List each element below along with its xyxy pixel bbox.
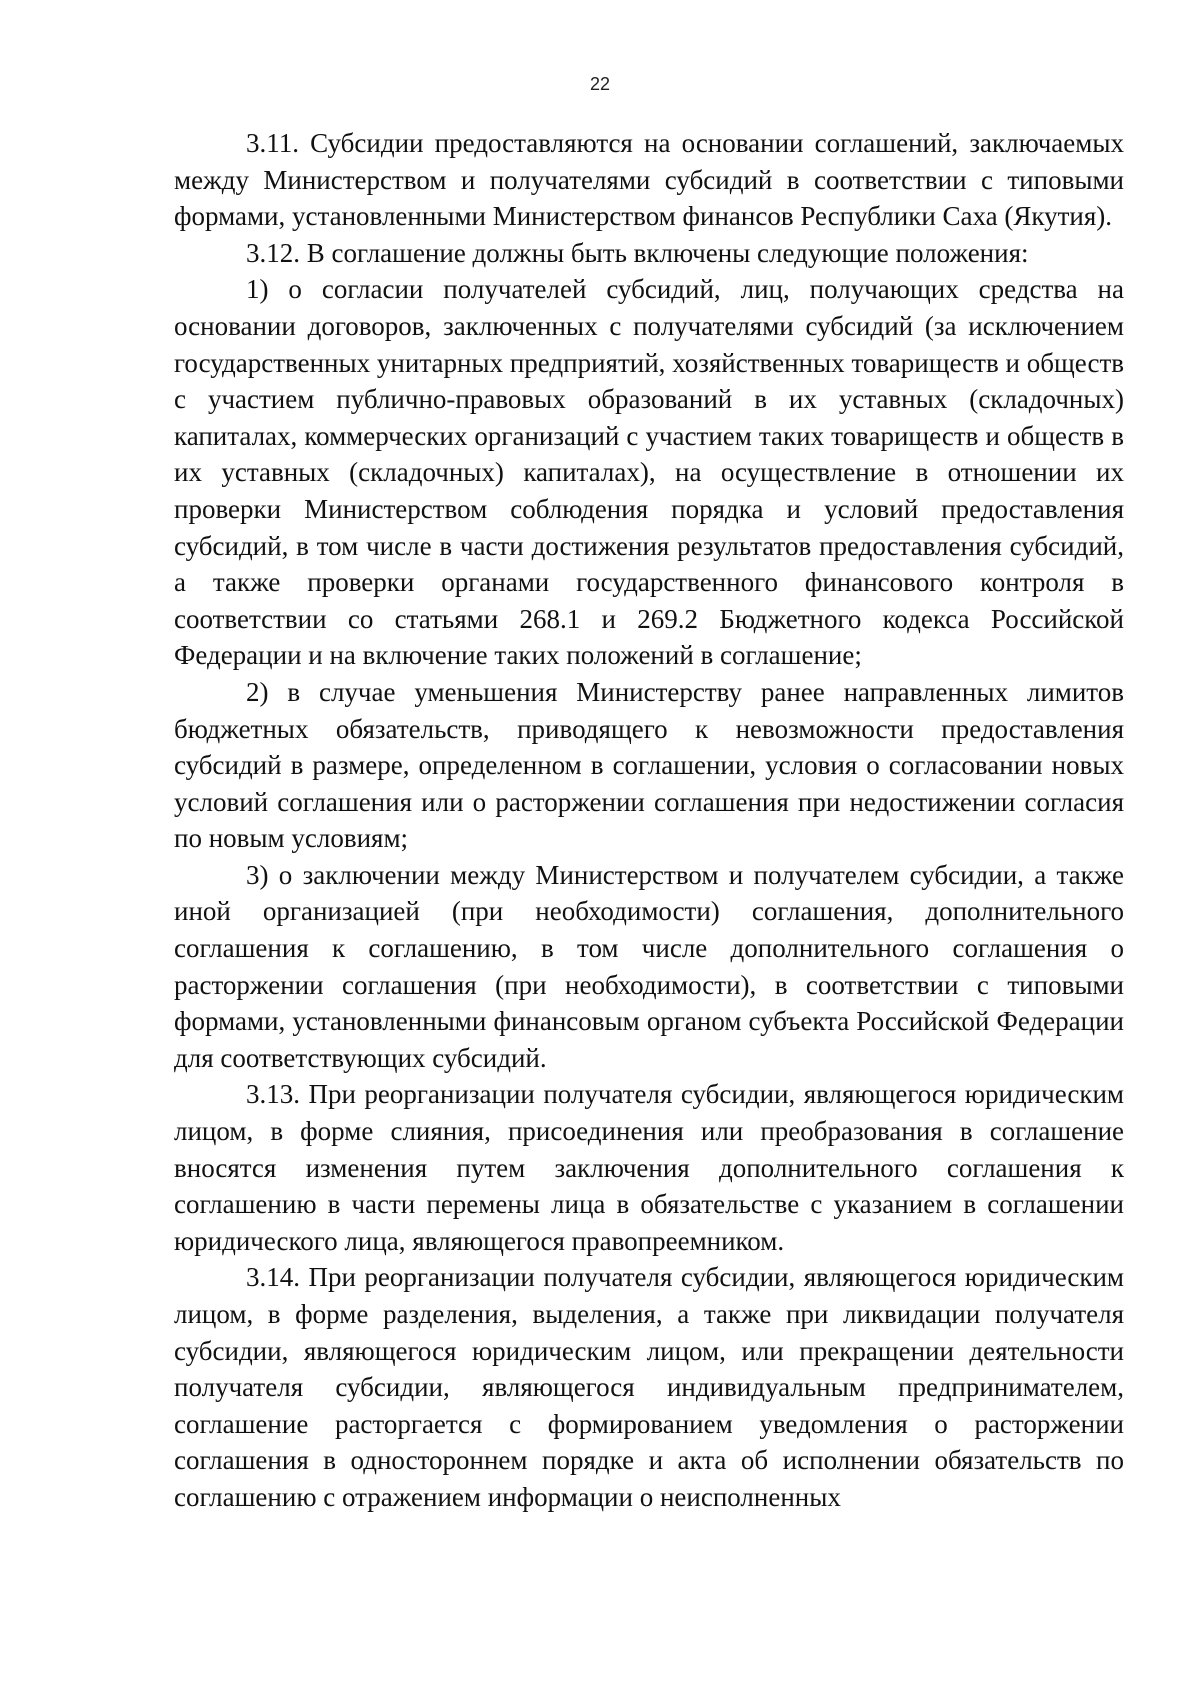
paragraph-item-1: 1) о согласии получателей субсидий, лиц, получающих средства на основании договоров, заключенных с получателями субсидий (за исключением государственных унитарных предприятий, хозяйственных товариществ и обществ с участием публично-правовых образований в их уставных (складочных) капиталах, коммерческих организаций с участием таких товариществ и обществ в их уставных (складочных) капиталах), на осуществление в отношении их проверки Министерством соблюдения порядка и условий предоставления субсидий, в том числе в части достижения результатов предоставления субсидий, а также проверки органами государственного финансового контроля в соответствии со статьями 268.1 и 269.2 Бюджетного кодекса Российской Федерации и на включение таких положений в соглашение; [174,274,1124,671]
paragraph-3-14: 3.14. При реорганизации получателя субсидии, являющегося юридическим лицом, в форме разделения, выделения, а также при ликвидации получателя субсидии, являющегося юридическим лицом, или прекращении деятельности получателя субсидии, являющегося индивидуальным предпринимателем, соглашение расторгается с формированием уведомления о расторжении соглашения в одностороннем порядке и акта об исполнении обязательств по соглашению с отражением информации о неисполненных [174,1262,1124,1512]
paragraph-3-13: 3.13. При реорганизации получателя субсидии, являющегося юридическим лицом, в форме слияния, присоединения или преобразования в соглашение вносятся изменения путем заключения дополнительного соглашения к соглашению в части перемены лица в обязательстве с указанием в соглашении юридического лица, являющегося правопреемником. [174,1079,1124,1256]
paragraph-item-3: 3) о заключении между Министерством и получателем субсидии, а также иной организацией (при необходимости) соглашения, дополнительного соглашения к соглашению, в том числе дополнительного соглашения о расторжении соглашения (при необходимости), в соответствии с типовыми формами, установленными финансовым органом субъекта Российской Федерации для соответствующих субсидий. [174,859,1124,1073]
paragraph-3-12: 3.12. В соглашение должны быть включены следующие положения: [246,237,1029,268]
document-body [174,125,1124,1516]
page-number: 22 [589,74,611,94]
paragraph-3-11: 3.11. Субсидии предоставляются на основании соглашений, заключаемых между Министерством и получателями субсидий в соответствии с типовыми формами, установленными Министерством финансов Республики Саха (Якутия). [174,128,1124,232]
paragraph-item-2: 2) в случае уменьшения Министерству ранее направленных лимитов бюджетных обязательств, приводящего к невозможности предоставления субсидий в размере, определенном в соглашении, условия о согласовании новых условий соглашения или о расторжении соглашения при недостижении согласия по новым условиям; [174,676,1124,854]
